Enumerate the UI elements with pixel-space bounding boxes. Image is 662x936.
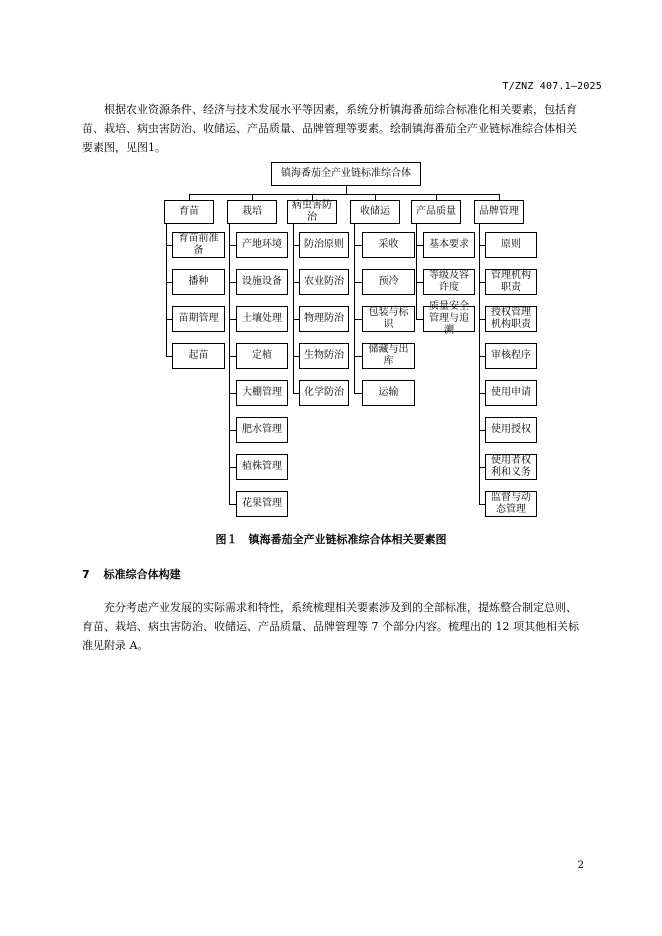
connector-line (166, 224, 167, 357)
diagram-item: 授权管理机构职责 (485, 306, 537, 332)
diagram-item: 防治原则 (299, 232, 349, 258)
connector-line (293, 282, 300, 283)
diagram-item: 育苗前准备 (172, 232, 225, 258)
diagram-item: 播种 (172, 269, 225, 295)
diagram-item: 预冷 (362, 269, 415, 295)
diagram-item: 土壤处理 (236, 306, 288, 332)
diagram-category: 产品质量 (411, 200, 461, 224)
connector-line (229, 282, 237, 283)
section-number: 7 (82, 568, 90, 581)
diagram-item: 肥水管理 (236, 417, 288, 443)
diagram-category: 育苗 (164, 200, 214, 224)
connector-line (166, 356, 173, 357)
connector-line (479, 224, 480, 505)
diagram-item: 设施设备 (236, 269, 288, 295)
connector-line (416, 282, 424, 283)
diagram-item: 苗期管理 (172, 306, 225, 332)
connector-line (293, 319, 300, 320)
diagram-item: 使用申请 (485, 380, 537, 406)
diagram-item: 审核程序 (485, 343, 537, 369)
connector-line (166, 245, 173, 246)
connector-line (354, 319, 363, 320)
diagram-item: 定植 (236, 343, 288, 369)
section-paragraph: 充分考虑产业发展的实际需求和特性，系统梳理相关要素涉及到的全部标准，提炼整合制定总则、育苗、栽培、病虫害防治、收储运、产品质量、品牌管理等 7 个部分内容。梳理出的 12 项其他相关标准见附录 A。 (82, 601, 579, 652)
connector-line (479, 393, 486, 394)
diagram-item: 监督与动态管理 (485, 491, 537, 517)
diagram-item: 产地环境 (236, 232, 288, 258)
diagram-item: 储藏与出库 (362, 343, 415, 369)
diagram-item: 起苗 (172, 343, 225, 369)
section-heading (82, 566, 181, 582)
connector-line (354, 245, 363, 246)
diagram-item: 物理防治 (299, 306, 349, 332)
diagram-item: 运输 (362, 380, 415, 406)
connector-line (416, 224, 417, 320)
connector-line (479, 467, 486, 468)
connector-line (479, 282, 486, 283)
connector-line (479, 245, 486, 246)
diagram-item: 基本要求 (423, 232, 475, 258)
diagram-item: 生物防治 (299, 343, 349, 369)
diagram-item: 植株管理 (236, 454, 288, 480)
connector-line (479, 356, 486, 357)
connector-line (354, 224, 355, 394)
intro-paragraph: 根据农业资源条件、经济与技术发展水平等因素，系统分析镇海番茄综合标准化相关要素，包括育苗、栽培、病虫害防治、收储运、产品质量、品牌管理等要素。绘制镇海番茄全产业链标准综合体相关要素图，见图1。 (82, 103, 577, 154)
diagram-item: 包装与标识 (362, 306, 415, 332)
document-code: T/ZNZ 407.1—2025 (502, 81, 602, 92)
diagram-category: 品牌管理 (474, 200, 524, 224)
connector-line (354, 356, 363, 357)
connector-line (229, 430, 237, 431)
connector-line (229, 504, 237, 505)
section-title: 标准综合体构建 (103, 568, 181, 581)
connector-line (293, 356, 300, 357)
diagram-item: 大棚管理 (236, 380, 288, 406)
diagram-item: 使用授权 (485, 417, 537, 443)
connector-line (416, 245, 424, 246)
connector-line (479, 319, 486, 320)
diagram-category: 栽培 (227, 200, 277, 224)
diagram-item: 化学防治 (299, 380, 349, 406)
connector-line (416, 319, 424, 320)
diagram-item: 使用者权利和义务 (485, 454, 537, 480)
connector-line (479, 430, 486, 431)
connector-line (229, 224, 230, 505)
diagram-item: 原则 (485, 232, 537, 258)
diagram-item: 采收 (362, 232, 415, 258)
page-number: 2 (577, 860, 584, 871)
connector-line (189, 194, 500, 195)
connector-line (354, 393, 363, 394)
connector-line (229, 393, 237, 394)
diagram-item: 花果管理 (236, 491, 288, 517)
connector-line (293, 245, 300, 246)
connector-line (354, 282, 363, 283)
connector-line (166, 319, 173, 320)
diagram-item: 管理机构职责 (485, 269, 537, 295)
connector-line (229, 467, 237, 468)
diagram-category: 病虫害防治 (287, 200, 337, 224)
diagram-item: 等级及容许度 (423, 269, 475, 295)
diagram-root: 镇海番茄全产业链标准综合体 (271, 162, 421, 186)
connector-line (479, 504, 486, 505)
connector-line (293, 224, 294, 394)
diagram-category: 收储运 (350, 200, 400, 224)
diagram-item: 质量安全管理与追溯 (423, 306, 475, 332)
figure-caption: 图１ 镇海番茄全产业链标准综合体相关要素图 (215, 533, 447, 546)
connector-line (166, 282, 173, 283)
connector-line (229, 245, 237, 246)
connector-line (229, 356, 237, 357)
diagram-item: 农业防治 (299, 269, 349, 295)
connector-line (293, 393, 300, 394)
connector-line (229, 319, 237, 320)
